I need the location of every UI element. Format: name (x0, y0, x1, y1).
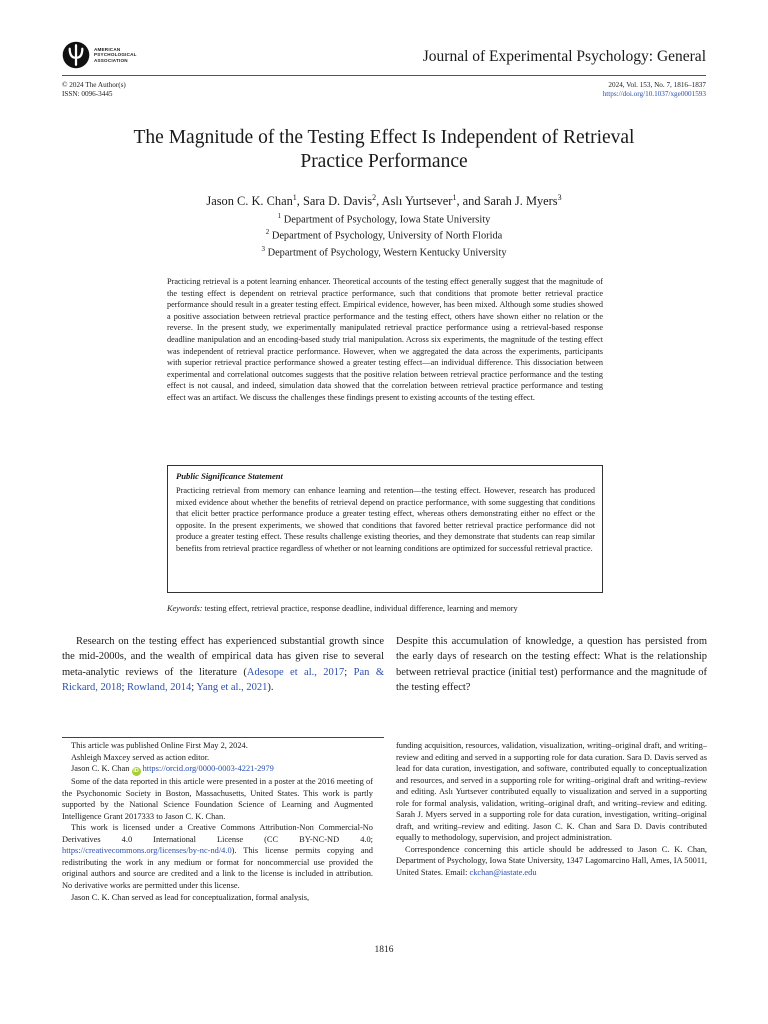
apa-logo (62, 40, 182, 70)
author-name: Jason C. K. Chan (206, 194, 293, 209)
affiliation: $^2$ Department of Psychology, University of North Florida (265, 228, 503, 242)
doi-link[interactable]: https://doi.org/10.1037/xge0001593 (602, 89, 706, 98)
affiliation: $^1$ Department of Psychology, Iowa State University (277, 212, 491, 226)
citation-link[interactable]: Pan & Rickard, 2018 (62, 666, 384, 693)
poster-note: Some of the data reported in this article were presented in a poster at the 2016 meeting of the Psychonomic Society in Boston, Massachusetts, United States. This work is partly supported by the National Science Foundation Science of Learning and Augmented Intelligence Grant 2017333 to Jason C. K. Chan. (62, 777, 373, 821)
contribution-note: Jason C. K. Chan served as lead for conceptualization, formal analysis, (71, 892, 310, 902)
author-list: Jason C. K. Chan$^1$, Sara D. Davis$^2$, Aslı Yurtsever$^1$, and Sarah J. Myers$^3$ (206, 193, 562, 209)
contribution-note-cont: funding acquisition, resources, validation, visualization, writing–original draft, and writing–review and editing and served in a supporting role for data curation. Sara D. Davis served as lead for data curation, investigation, and software, contributed equally to conceptualization and resources, and served in a supporting role for writing–original draft and writing–review and editing. Aslı Yurtsever contributed equally to visualization and served in a supporting role for formal analysis, validation, writing–original draft, and writing–review and editing. Sarah J. Myers served in a supporting role for data curation, investigation, writing–original draft, and writing–review and editing. Jason C. K. Chan and Sara D. Davis contributed equally to methodology, supervision, and project administration. (396, 741, 707, 843)
correspondence-note: Correspondence concerning this article should be addressed to Jason C. K. Chan, Department of Psychology, Iowa State University, 1347 Lagomarcino Hall, Ames, IA 50011, United States. Email: ckchan@iastate.edu (396, 844, 707, 878)
editor-note: Ashleigh Maxcey served as action editor. (71, 752, 210, 762)
public-significance-heading: Public Significance Statement (176, 471, 283, 481)
citation-link[interactable]: Yang et al., 2021 (196, 681, 268, 693)
journal-name: Journal of Experimental Psychology: General (422, 48, 706, 65)
orcid-note: Jason C. K. Chan iD https://orcid.org/0000-0003-4221-2979 (71, 764, 274, 775)
publisher-name: AMERICAN PSYCHOLOGICAL ASSOCIATION (94, 46, 137, 63)
email-link[interactable]: ckchan@iastate.edu (469, 868, 537, 878)
license-note: This work is licensed under a Creative Commons Attribution-Non Commercial-No Derivatives 4.0 International License (CC BY-NC-ND 4.0; https://creativecommons.org/licenses/by-nc-nd/4.0). This license permits copying and redistributing the work in any medium or format for noncommercial use provided the original authors and source are credited and a link to the license is included in attribution. No derivative works are permitted under this license. (62, 823, 373, 891)
footnotes-left (62, 740, 373, 903)
author-name: Sara D. Davis (302, 194, 373, 209)
header-divider (62, 75, 706, 76)
abstract: Practicing retrieval is a potent learning enhancer. Theoretical accounts of the testing effect generally suggest that the magnitude of the testing effect is dependent on retrieval practice performance, such that conditions that promote better retrieval practice performance should result in a greater testing effect. Empirical evidence, however, has been mixed. Although some studies showed a positive association between retrieval practice performance and the testing effect, others have shown either no relation or the reverse. In the present study, we experimentally manipulated retrieval practice performance using a retrieval-based response deadline manipulation and an encoding-based study trial manipulation. Across six experiments, the magnitude of the testing effect was independent of retrieval practice performance. However, when we aggregated the data across the experiments, participants with superior retrieval practice performance showed a greater testing effect—an individual difference. This dissociation between experimental and correlational outcomes suggests that the positive relation between retrieval practice performance and the testing effect is not causal, and indeed, simulation data showed that the correlation between retrieval practice performance and testing effect was an artifact. We discuss the challenges these findings present to existing accounts of the testing effect. (167, 277, 603, 402)
body-text-right: Despite this accumulation of knowledge, a question has persisted from the early days of research on the testing effect: What is the relationship between retrieval practice (initial test) performance and the magnitude of the testing effect? (396, 636, 707, 693)
public-significance-body: Practicing retrieval from memory can enhance learning and retention—the testing effect. However, research has produced mixed evidence about whether the benefits of retrieval depend on practice performance, with some suggesting that conditions that elicit better practice performance produce a greater testing effect, whereas others demonstrating either no effect or the opposite. In the present experiments, we showed that conditions that favored better retrieval practice performance did not produce a greater testing effect. These results challenge existing theories, and they demonstrate that students can reap similar benefits from retrieval practice regardless of whether or not learning conditions are optimized for successful retrieval practice. (176, 486, 595, 553)
volume-info: 2024, Vol. 153, No. 7, 1816–1837 https://doi.org/10.1037/xge0001593 (602, 81, 706, 98)
footnote-divider (62, 737, 384, 738)
keywords-text: testing effect, retrieval practice, response deadline, individual difference, learning and memory (204, 604, 518, 613)
affiliations (80, 210, 688, 259)
keywords (167, 604, 607, 613)
page-number: 1816 (374, 945, 394, 955)
citation-link[interactable]: Adesope et al., 2017 (246, 666, 345, 678)
public-significance-box (167, 465, 603, 593)
copyright-info: © 2024 The Author(s) ISSN: 0096-3445 (62, 81, 126, 98)
keywords-label: Keywords: (167, 604, 203, 613)
affiliation: $^3$ Department of Psychology, Western Kentucky University (261, 244, 507, 259)
orcid-link[interactable]: https://orcid.org/0000-0003-4221-2979 (142, 764, 274, 774)
orcid-icon: iD (133, 768, 139, 775)
published-note: This article was published Online First May 2, 2024. (71, 741, 248, 750)
license-link[interactable]: https://creativecommons.org/licenses/by-nc-nd/4.0 (62, 846, 232, 856)
footnotes-right (396, 740, 707, 879)
apa-psi-logo-icon (62, 41, 90, 69)
author-name: Sarah J. Myers (483, 194, 558, 209)
citation-link[interactable]: Rowland, 2014 (127, 681, 192, 693)
body-text-left: Research on the testing effect has experienced substantial growth since the mid-2000s, and the wealth of empirical data has given rise to several meta-analytic reviews of the literature (Adesope et al., 2017; Pan & Rickard, 2018; Rowland, 2014; Yang et al., 2021). (62, 636, 384, 693)
author-name: Aslı Yurtsever (381, 194, 453, 209)
article-title: The Magnitude of the Testing Effect Is Independent of Retrieval Practice Performance (133, 127, 635, 172)
